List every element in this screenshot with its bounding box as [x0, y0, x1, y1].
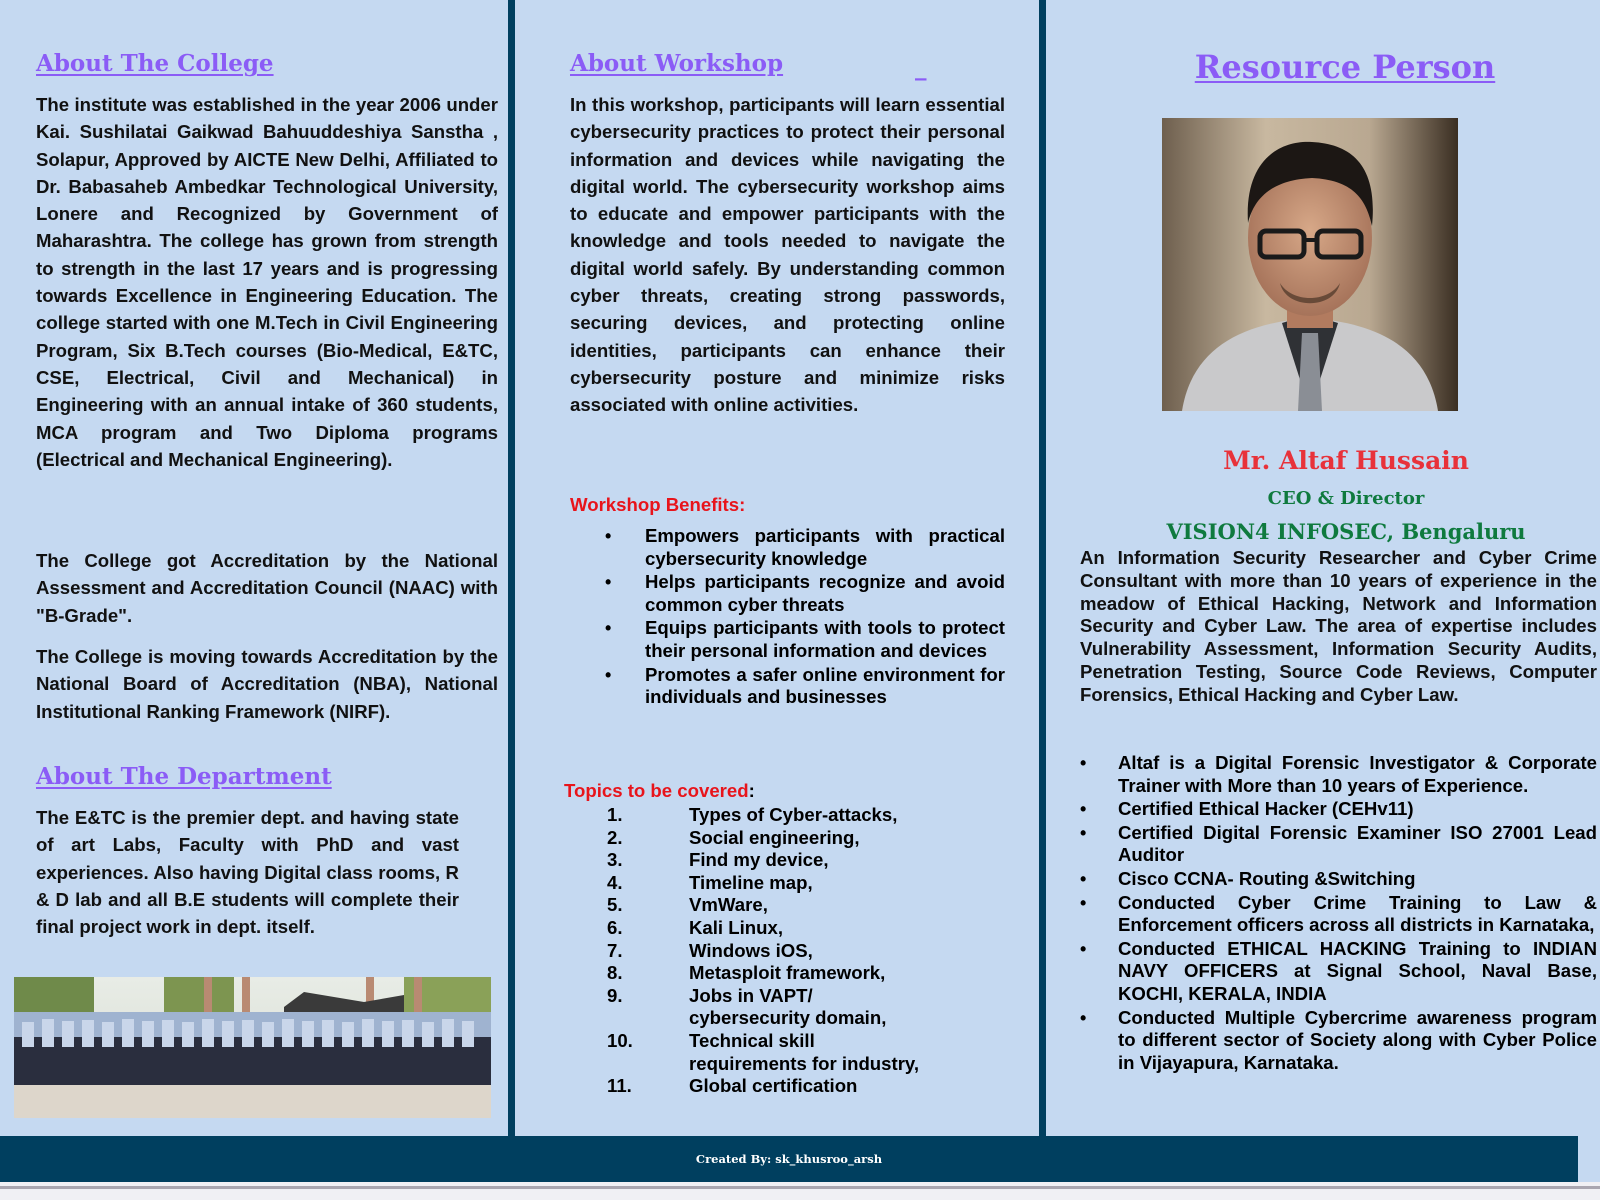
- stray-underscore-mark: _: [915, 54, 927, 81]
- highlight-item: • Conducted Cyber Crime Training to Law & Enforcement officers across all districts in Karnataka,: [1080, 891, 1597, 936]
- bullet-icon: •: [605, 526, 612, 546]
- department-paragraph: The E&TC is the premier dept. and having state of art Labs, Faculty with PhD and vast experiences. Also having Digital class rooms, R & D lab and all B.E students will complete their final project work in dept. itself.: [36, 807, 459, 938]
- benefit-item: • Equips participants with tools to protect their personal information and devices: [605, 617, 1005, 661]
- resource-person-name: Mr. Altaf Hussain: [1223, 446, 1469, 475]
- highlight-item: • Certified Ethical Hacker (CEHv11): [1080, 798, 1414, 820]
- topics-title: Topics to be covered: [564, 780, 749, 801]
- college-paragraph: The institute was established in the year 2006 under Kai. Sushilatai Gaikwad Bahuuddeshiya Sanstha , Solapur, Approved by AICTE New Delhi, Affiliated to Dr. Babasaheb Ambedkar Technological University, Lonere and Recognized by Government of Maharashtra. The college has grown from strength to strength in the last 17 years and is progressing towards Excellence in Engineering Education. The college started with one M.Tech in Civil Engineering Program, Six B.Tech courses (Bio-Medical, E&TC, CSE, Electrical, Civil and Mechanical) in Engineering with an annual intake of 360 students, MCA program and Two Diploma programs (Electrical and Mechanical Engineering).: [36, 94, 498, 470]
- column-divider: [1039, 0, 1046, 1136]
- benefit-item: • Helps participants recognize and avoid common cyber threats: [605, 571, 1005, 615]
- topic-item: 11. Global certification: [607, 1075, 858, 1097]
- topic-item: 7. Windows iOS,: [607, 939, 813, 961]
- topic-item: 1. Types of Cyber-attacks,: [607, 804, 898, 825]
- department-heading: About The Department: [36, 763, 332, 790]
- highlight-item: • Conducted ETHICAL HACKING Training to INDIAN NAVY OFFICERS at Signal School, Naval Base, KOCHI, KERALA, INDIA: [1080, 937, 1597, 1004]
- nba-paragraph: The College is moving towards Accreditation by the National Board of Accreditation (NBA), National Institutional Ranking Framework (NIRF).: [36, 646, 498, 722]
- benefits-title: Workshop Benefits:: [570, 494, 746, 515]
- resource-bio: An Information Security Researcher and Cyber Crime Consultant with more than 10 years of experience in the meadow of Ethical Hacking, Network and Information Security and Cyber Law. The area of expertise includes Vulnerability Assessment, Information Security Audits, Penetration Testing, Source Code Reviews, Computer Forensics, Ethical Hacking and Cyber Law.: [1080, 547, 1597, 705]
- bullet-icon: •: [1080, 868, 1087, 889]
- workshop-paragraph: In this workshop, participants will learn essential cybersecurity practices to protect their personal information and devices while navigating the digital world. The cybersecurity workshop aims to educate and empower participants with the knowledge and tools needed to navigate the digital world safely. By understanding common cyber threats, creating strong passwords, securing devices, and protecting online identities, participants can enhance their cybersecurity posture and minimize risks associated with online activities.: [570, 94, 1005, 416]
- topics-list: [607, 804, 967, 1098]
- topic-item: 8. Metasploit framework,: [607, 962, 886, 984]
- topic-item: 5. VmWare,: [607, 894, 768, 916]
- topic-item: 10. Technical skill requirements for industry,: [607, 1029, 920, 1074]
- bullet-icon: •: [605, 572, 612, 593]
- bottom-scroll-edge: [0, 1182, 1600, 1200]
- topic-item: 6. Kali Linux,: [607, 916, 784, 938]
- resource-person-role: CEO & Director: [1267, 488, 1425, 509]
- resource-highlights-list: [1080, 752, 1597, 1074]
- bullet-icon: •: [1080, 938, 1087, 959]
- topic-item: 3. Find my device,: [607, 849, 829, 871]
- topic-item: 2. Social engineering,: [607, 826, 860, 848]
- college-heading: About The College: [36, 50, 274, 77]
- benefits-list: [605, 525, 1005, 709]
- topic-item: 9. Jobs in VAPT/ cybersecurity domain,: [607, 984, 887, 1029]
- highlight-item: • Altaf is a Digital Forensic Investigator & Corporate Trainer with More than 10 years of Experience.: [1080, 752, 1597, 796]
- footer-bar: [0, 1136, 1578, 1182]
- topic-item: 4. Timeline map,: [607, 871, 813, 893]
- footer-credit: Created By: sk_khusroo_arsh: [695, 1152, 883, 1166]
- bullet-icon: •: [1080, 1007, 1087, 1028]
- highlight-item: • Conducted Multiple Cybercrime awareness program to different sector of Society along with Cyber Police in Vijayapura, Karnataka.: [1080, 1006, 1597, 1073]
- highlight-item: • Cisco CCNA- Routing &Switching: [1080, 867, 1416, 889]
- bullet-icon: •: [1080, 799, 1087, 820]
- benefit-item: • Empowers participants with practical cybersecurity knowledge: [605, 525, 1005, 569]
- workshop-heading: About Workshop: [570, 50, 784, 77]
- resource-person-photo: [1162, 118, 1458, 411]
- highlight-item: • Certified Digital Forensic Examiner ISO 27001 Lead Auditor: [1080, 821, 1597, 866]
- topics-title-row: Topics to be covered:: [564, 780, 755, 801]
- bullet-icon: •: [605, 618, 612, 639]
- resource-person-company: VISION4 INFOSEC, Bengaluru: [1166, 519, 1526, 544]
- benefit-item: • Promotes a safer online environment for individuals and businesses: [605, 663, 1005, 708]
- students-group-photo: [14, 977, 491, 1118]
- naac-paragraph: The College got Accreditation by the National Assessment and Accreditation Council (NAAC) with "B-Grade".: [36, 550, 498, 626]
- bullet-icon: •: [605, 664, 612, 685]
- bullet-icon: •: [1080, 892, 1087, 913]
- bullet-icon: •: [1080, 753, 1087, 773]
- column-divider: [508, 0, 515, 1136]
- bullet-icon: •: [1080, 822, 1087, 843]
- resource-heading: Resource Person: [1194, 48, 1496, 86]
